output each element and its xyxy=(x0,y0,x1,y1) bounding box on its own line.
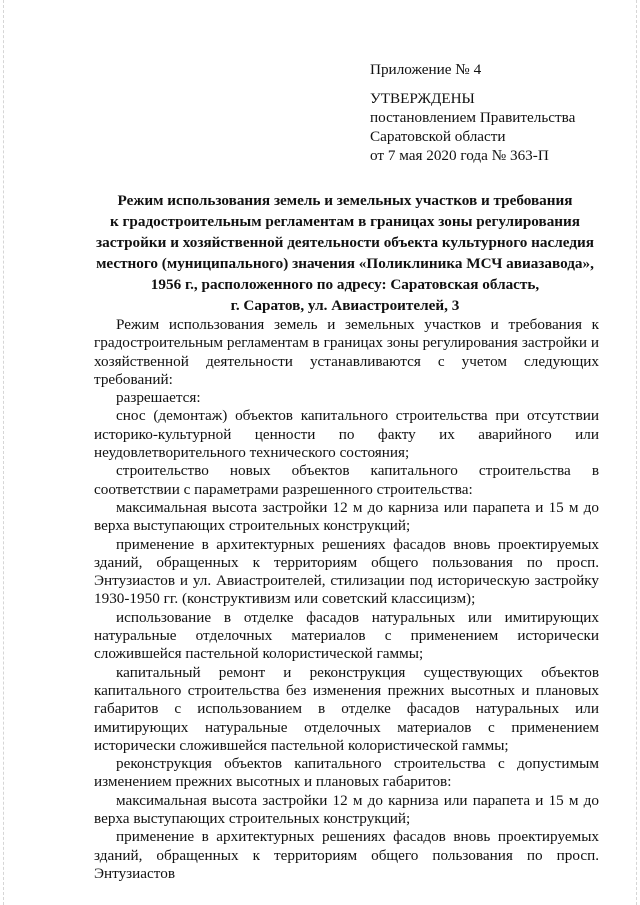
body-paragraph: снос (демонтаж) объектов капитального строительства при отсутствии историко-культурной ценности по факту их аварийного или неудовлетворительного технического состояния; xyxy=(94,407,599,462)
body-paragraph: максимальная высота застройки 12 м до карниза или парапета и 15 м до верха выступающих строительных конструкций; xyxy=(94,498,599,535)
approved-label: УТВЕРЖДЕНЫ xyxy=(370,90,475,107)
scan-left-edge xyxy=(3,0,5,905)
scan-right-edge xyxy=(636,0,638,905)
body-paragraph: использование в отделке фасадов натуральных или имитирующих натуральные отделочных материалов с применением исторически сложившейся пастельной колористической гаммы; xyxy=(94,608,599,663)
document-body xyxy=(94,316,599,883)
body-paragraph: максимальная высота застройки 12 м до карниза или парапета и 15 м до верха выступающих строительных конструкций; xyxy=(94,791,599,828)
body-paragraph: применение в архитектурных решениях фасадов вновь проектируемых зданий, обращенных к территориям общего пользования по просп. Энтузиастов и ул. Авиастроителей, стилизации под историческую застройку 1930-1950 гг. (конструктивизм или советский классицизм); xyxy=(94,535,599,608)
document-title xyxy=(80,190,610,316)
approval-line-2: Саратовской области xyxy=(370,128,506,145)
body-paragraph: реконструкция объектов капитального строительства с допустимым изменением прежних высотных и плановых габаритов: xyxy=(94,755,599,791)
title-line: местного (муниципального) значения «Поликлиника МСЧ авиазавода», xyxy=(96,255,594,272)
body-paragraph: разрешается: xyxy=(116,389,201,407)
body-paragraph: Режим использования земель и земельных участков и требования к градостроительным регламентам в границах зоны регулирования застройки и хозяйственной деятельности устанавливаются с учетом следующих требований: xyxy=(94,316,599,388)
approval-line-1: постановлением Правительства xyxy=(370,109,576,126)
approval-line-3: от 7 мая 2020 года № 363-П xyxy=(370,147,549,164)
appendix-number: Приложение № 4 xyxy=(370,61,482,78)
title-line: г. Саратов, ул. Авиастроителей, 3 xyxy=(230,297,460,314)
title-line: застройки и хозяйственной деятельности объекта культурного наследия xyxy=(96,234,594,251)
body-paragraph: строительство новых объектов капитального строительства в соответствии с параметрами разрешенного строительства: xyxy=(94,462,599,498)
body-paragraph: применение в архитектурных решениях фасадов вновь проектируемых зданий, обращенных к территориям общего пользования по просп. Энтузиастов xyxy=(94,828,599,882)
body-paragraph: капитальный ремонт и реконструкция существующих объектов капитального строительства без изменения прежних высотных и плановых габаритов с использованием в отделке фасадов натуральных или имитирующих натуральные отделочных материалов с применением исторически сложившейся пастельной колористической гаммы; xyxy=(94,663,599,754)
title-line: 1956 г., расположенного по адресу: Саратовская область, xyxy=(150,276,540,293)
title-line: к градостроительным регламентам в границах зоны регулирования xyxy=(109,213,581,230)
title-line: Режим использования земель и земельных участков и требования xyxy=(117,192,573,209)
